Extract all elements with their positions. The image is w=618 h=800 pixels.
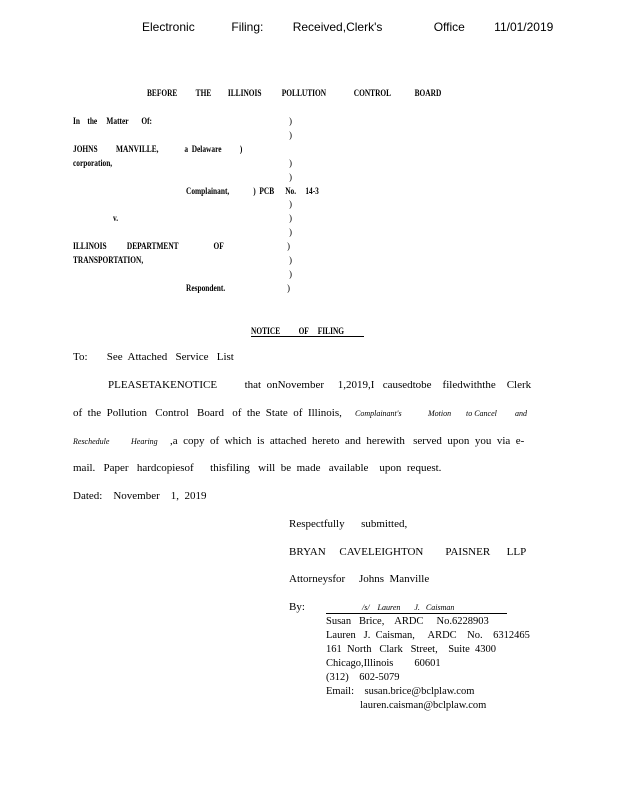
notice-title-underline [251,336,364,337]
caption-brace: ) [289,213,292,223]
versus: v. [113,213,119,223]
filing-stamp: Electronic Filing: Received,Clerk's Office 11/01/2019 [142,20,554,34]
caption-brace: ) [289,172,292,182]
city-line: Chicago,Illinois 60601 [326,658,441,669]
caption-brace: ) [289,255,292,265]
firm-name: BRYAN CAVELEIGHTON PAISNER LLP [289,546,527,558]
caption-brace: ) [289,158,292,168]
motion-title-part: Hearing [131,437,158,446]
address-line: 161 North Clark Street, Suite 4300 [326,644,497,655]
respondent-line: Respondent. [186,283,226,293]
attorney-line: Lauren J. Caisman, ARDC No. 6312465 [326,630,530,641]
signature-line [326,613,507,614]
motion-title-part: and [515,409,527,418]
email-line[interactable]: lauren.caisman@bclplaw.com [326,700,487,711]
caption-brace: ) [289,269,292,279]
phone-line: (312) 602-5079 [326,672,400,683]
caption-brace: ) [287,283,290,293]
caption-brace: ) [289,199,292,209]
complainant-line: Complainant, ) PCB No. 14-3 [186,186,319,196]
dated-line: Dated: November 1, 2019 [73,490,207,502]
in-the-matter: In the Matter Of: [73,116,152,126]
party2-line1: ILLINOIS DEPARTMENT OF [73,241,224,251]
caption-brace: ) [289,116,292,126]
attorneys-for: Attorneysfor Johns Manville [289,573,430,585]
notice-line-3: ,a copy of which is attached hereto and herewith served upon you via e- [170,435,525,447]
board-title: BEFORE THE ILLINOIS POLLUTION CONTROL BOARD [147,88,442,98]
notice-line-1: PLEASETAKENOTICE that onNovember 1,2019,I causedtobe filedwiththe Clerk [108,379,532,391]
signature-mark: /s/ Lauren J. Caisman [362,603,455,612]
to-line: To: See Attached Service List [73,351,234,363]
notice-title: NOTICE OF FILING [251,326,345,336]
attorney-line: Susan Brice, ARDC No.6228903 [326,616,489,627]
notice-line-4: mail. Paper hardcopiesof thisfiling will be made available upon request. [73,462,442,474]
motion-title-part: to Cancel [466,409,497,418]
motion-title-part: Reschedule [73,437,110,446]
caption-brace: ) [289,130,292,140]
party1-line1: JOHNS MANVILLE, a Delaware ) [73,144,243,154]
party1-line2: corporation, [73,158,113,168]
by-label: By: [289,601,305,613]
motion-title-part: Motion [428,409,452,418]
closing: Respectfully submitted, [289,518,408,530]
motion-title-part: Complainant's [355,409,402,418]
caption-brace: ) [289,227,292,237]
email-line[interactable]: Email: susan.brice@bclplaw.com [326,686,475,697]
party2-line2: TRANSPORTATION, [73,255,144,265]
caption-brace: ) [287,241,290,251]
notice-line-2: of the Pollution Control Board of the State of Illinois, [73,407,342,419]
